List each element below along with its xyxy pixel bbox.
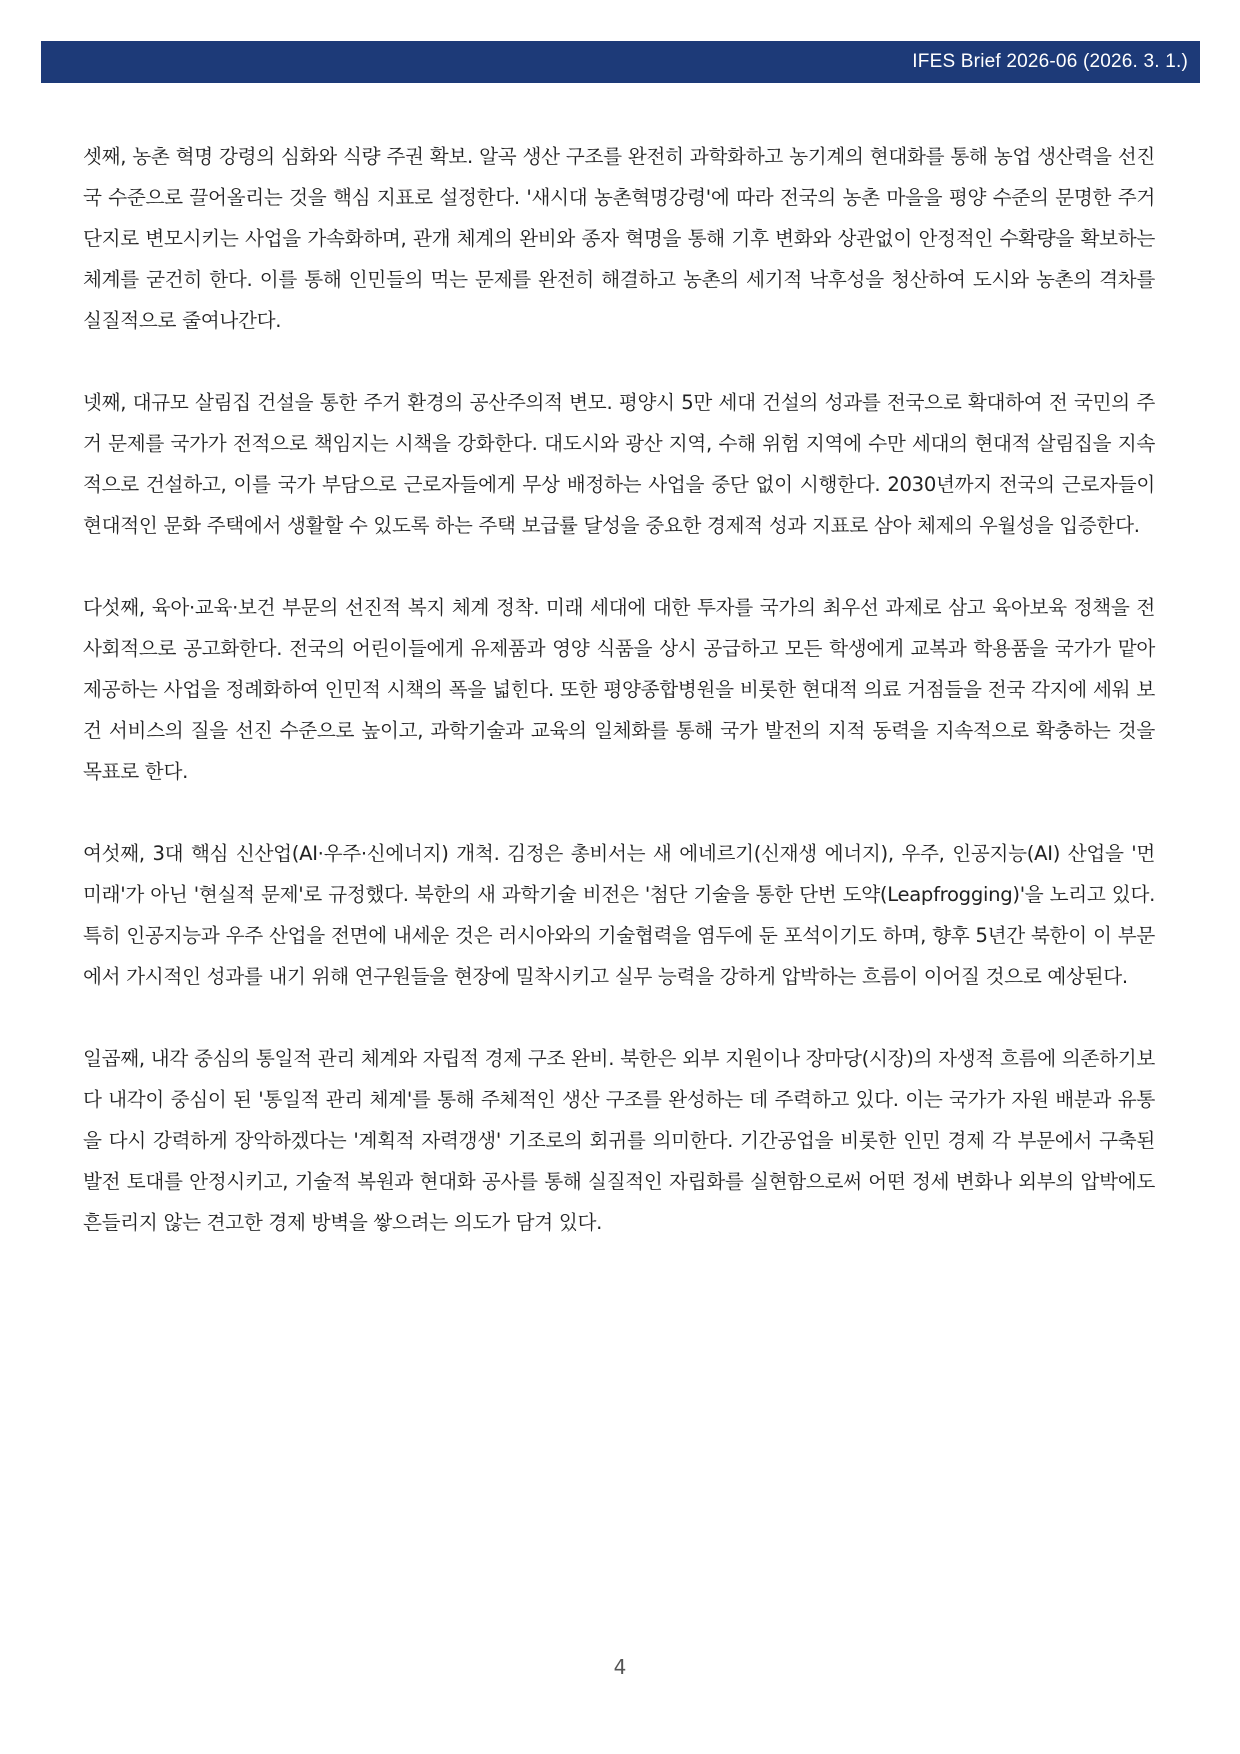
page-number: 4 xyxy=(613,1655,627,1679)
body-content xyxy=(83,136,1155,1284)
paragraph-seventh: 일곱째, 내각 중심의 통일적 관리 체계와 자립적 경제 구조 완비. 북한은 외부 지원이나 장마당(시장)의 자생적 흐름에 의존하기보다 내각이 중심이 된 '통일적 관리 체계'를 통해 주체적인 생산 구조를 완성하는 데 주력하고 있다. 이는 국가가 자원 배분과 유통을 다시 강력하게 장악하겠다는 '계획적 자력갱생' 기조로의 회귀를 의미한다. 기간공업을 비롯한 인민 경제 각 부문에서 구축된 발전 토대를 안정시키고, 기술적 복원과 현대화 공사를 통해 실질적인 자립화를 실현함으로써 어떤 정세 변화나 외부의 압박에도 흔들리지 않는 견고한 경제 방벽을 쌓으려는 의도가 담겨 있다. xyxy=(83,1047,1155,1234)
brief-title: IFES Brief 2026-06 (2026. 3. 1.) xyxy=(912,51,1188,72)
header-bar xyxy=(41,41,1200,83)
paragraph-fourth: 넷째, 대규모 살림집 건설을 통한 주거 환경의 공산주의적 변모. 평양시 5만 세대 건설의 성과를 전국으로 확대하여 전 국민의 주거 문제를 국가가 전적으로 책임지는 시책을 강화한다. 대도시와 광산 지역, 수해 위험 지역에 수만 세대의 현대적 살림집을 지속적으로 건설하고, 이를 국가 부담으로 근로자들에게 무상 배정하는 사업을 중단 없이 시행한다. 2030년까지 전국의 근로자들이 현대적인 문화 주택에서 생활할 수 있도록 하는 주택 보급률 달성을 중요한 경제적 성과 지표로 삼아 체제의 우월성을 입증한다. xyxy=(83,391,1156,537)
paragraph-sixth: 여섯째, 3대 핵심 신산업(AI·우주·신에너지) 개척. 김정은 총비서는 새 에네르기(신재생 에너지), 우주, 인공지능(AI) 산업을 '먼 미래'가 아닌 '현실적 문제'로 규정했다. 북한의 새 과학기술 비전은 '첨단 기술을 통한 단번 도약(Leapfrogging)'을 노리고 있다. 특히 인공지능과 우주 산업을 전면에 내세운 것은 러시아와의 기술협력을 염두에 둔 포석이기도 하며, 향후 5년간 북한이 이 부문에서 가시적인 성과를 내기 위해 연구원들을 현장에 밀착시키고 실무 능력을 강하게 압박하는 흐름이 이어질 것으로 예상된다. xyxy=(83,842,1155,988)
paragraph-fifth: 다섯째, 육아·교육·보건 부문의 선진적 복지 체계 정착. 미래 세대에 대한 투자를 국가의 최우선 과제로 삼고 육아보육 정책을 전 사회적으로 공고화한다. 전국의 어린이들에게 유제품과 영양 식품을 상시 공급하고 모든 학생에게 교복과 학용품을 국가가 맡아 제공하는 사업을 정례화하여 인민적 시책의 폭을 넓힌다. 또한 평양종합병원을 비롯한 현대적 의료 거점들을 전국 각지에 세워 보건 서비스의 질을 선진 수준으로 높이고, 과학기술과 교육의 일체화를 통해 국가 발전의 지적 동력을 지속적으로 확충하는 것을 목표로 한다. xyxy=(83,596,1155,783)
paragraph-third: 셋째, 농촌 혁명 강령의 심화와 식량 주권 확보. 알곡 생산 구조를 완전히 과학화하고 농기계의 현대화를 통해 농업 생산력을 선진국 수준으로 끌어올리는 것을 핵심 지표로 설정한다. '새시대 농촌혁명강령'에 따라 전국의 농촌 마을을 평양 수준의 문명한 주거 단지로 변모시키는 사업을 가속화하며, 관개 체계의 완비와 종자 혁명을 통해 기후 변화와 상관없이 안정적인 수확량을 확보하는 체계를 굳건히 한다. 이를 통해 인민들의 먹는 문제를 완전히 해결하고 농촌의 세기적 낙후성을 청산하여 도시와 농촌의 격차를 실질적으로 줄여나간다. xyxy=(83,145,1155,332)
